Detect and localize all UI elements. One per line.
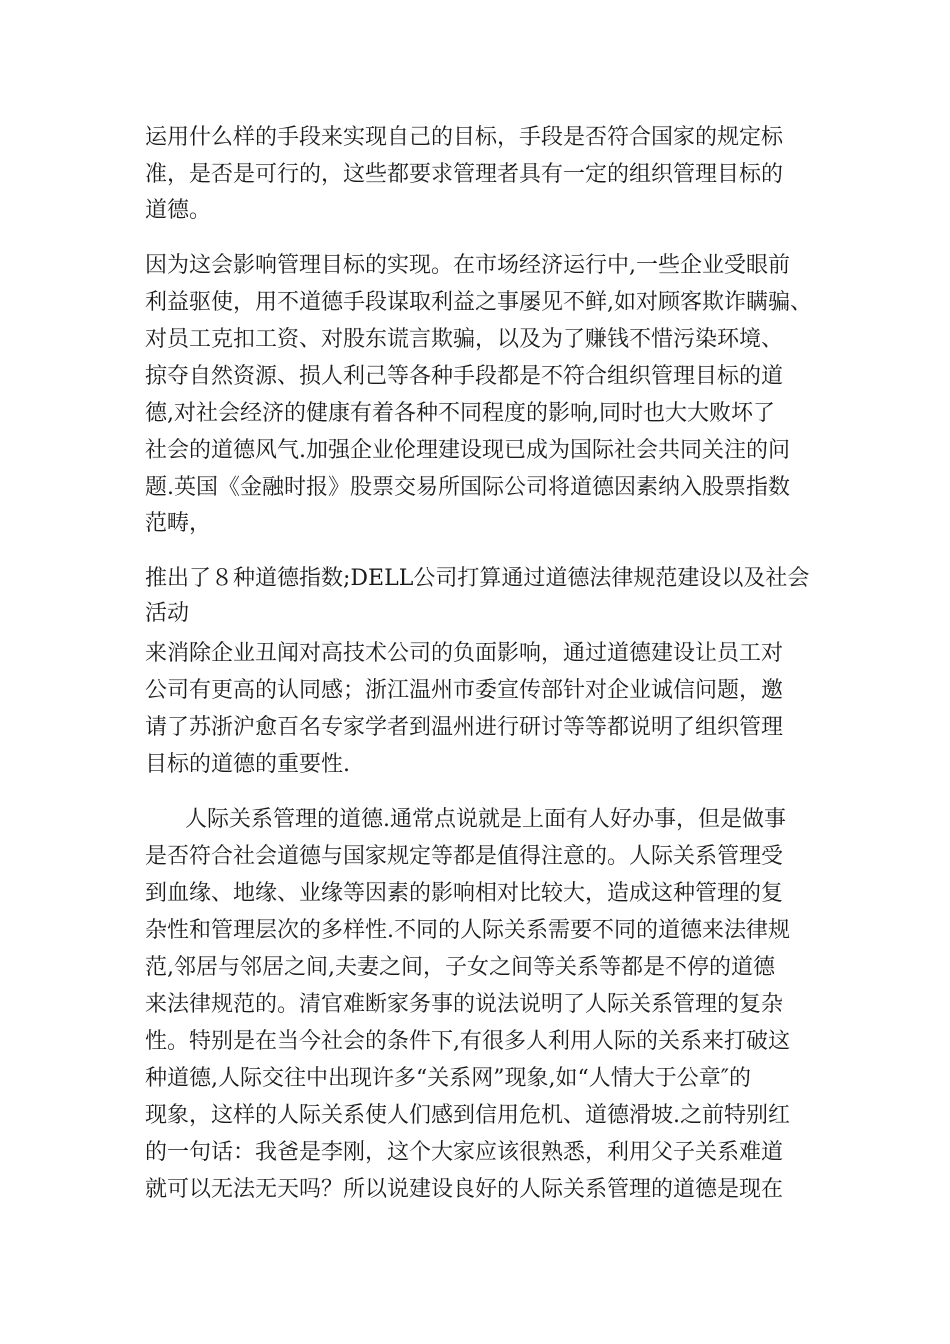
paragraph-2-line-3: 对员工克扣工资、对股东谎言欺骗，以及为了赚钱不惜污染环境、: [145, 327, 784, 352]
paragraph-1-line-3: 道德。: [145, 198, 212, 223]
paragraph-4-line-10: 的一句话：我爸是李刚，这个大家应该很熟悉，利用父子关系难道: [145, 1140, 784, 1165]
paragraph-4-line-11: 就可以无法无天吗？所以说建设良好的人际关系管理的道德是现在: [145, 1177, 784, 1202]
paragraph-3-line-2: 活动: [145, 601, 190, 626]
paragraph-4-line-7: 性。特别是在当今社会的条件下,有很多人利用人际的关系来打破这: [145, 1029, 790, 1054]
paragraph-4-line-6: 来法律规范的。清官难断家务事的说法说明了人际关系管理的复杂: [145, 992, 784, 1017]
paragraph-4-line-5: 范,邻居与邻居之间,夫妻之间，子女之间等关系等都是不停的道德: [145, 955, 775, 980]
paragraph-4-line-9: 现象，这样的人际关系使人们感到信用危机、道德滑坡.之前特别红: [145, 1103, 790, 1128]
paragraph-3-line-4: 公司有更高的认同感；浙江温州市委宣传部针对企业诚信问题，邀: [145, 678, 784, 703]
paragraph-1-line-1: 运用什么样的手段来实现自己的目标，手段是否符合国家的规定标: [145, 125, 784, 150]
paragraph-4-line-1: 人际关系管理的道德.通常点说就是上面有人好办事，但是做事: [185, 807, 786, 832]
paragraph-4-line-3: 到血缘、地缘、业缘等因素的影响相对比较大，造成这种管理的复: [145, 881, 784, 906]
paragraph-3-line-1: 推出了８种道德指数;DELL公司打算通过道德法律规范建设以及社会: [145, 566, 810, 591]
paragraph-2-line-5: 德,对社会经济的健康有着各种不同程度的影响,同时也大大败坏了: [145, 401, 775, 426]
paragraph-2-line-6: 社会的道德风气.加强企业伦理建设现已成为国际社会共同关注的问: [145, 438, 790, 463]
paragraph-4-line-8: 种道德,人际交往中出现许多“关系网”现象,如“人情大于公章″的: [145, 1066, 751, 1091]
paragraph-4-line-2: 是否符合社会道德与国家规定等都是值得注意的。人际关系管理受: [145, 844, 784, 869]
paragraph-2-line-8: 范畴，: [145, 511, 212, 536]
paragraph-3-line-3: 来消除企业丑闻对高技术公司的负面影响，通过道德建设让员工对: [145, 641, 784, 666]
paragraph-3-line-6: 目标的道德的重要性.: [145, 752, 350, 777]
paragraph-1-line-2: 准，是否是可行的，这些都要求管理者具有一定的组织管理目标的: [145, 162, 784, 187]
paragraph-3-line-5: 请了苏浙沪愈百名专家学者到温州进行研讨等等都说明了组织管理: [145, 715, 784, 740]
paragraph-2-line-2: 利益驱使，用不道德手段谋取利益之事屡见不鲜,如对顾客欺诈瞒骗、: [145, 290, 812, 315]
paragraph-2-line-4: 掠夺自然资源、损人利己等各种手段都是不符合组织管理目标的道: [145, 364, 784, 389]
paragraph-2-line-1: 因为这会影响管理目标的实现。在市场经济运行中,一些企业受眼前: [145, 253, 790, 278]
paragraph-2-line-7: 题.英国《金融时报》股票交易所国际公司将道德因素纳入股票指数: [145, 475, 790, 500]
paragraph-4-line-4: 杂性和管理层次的多样性.不同的人际关系需要不同的道德来法律规: [145, 918, 790, 943]
